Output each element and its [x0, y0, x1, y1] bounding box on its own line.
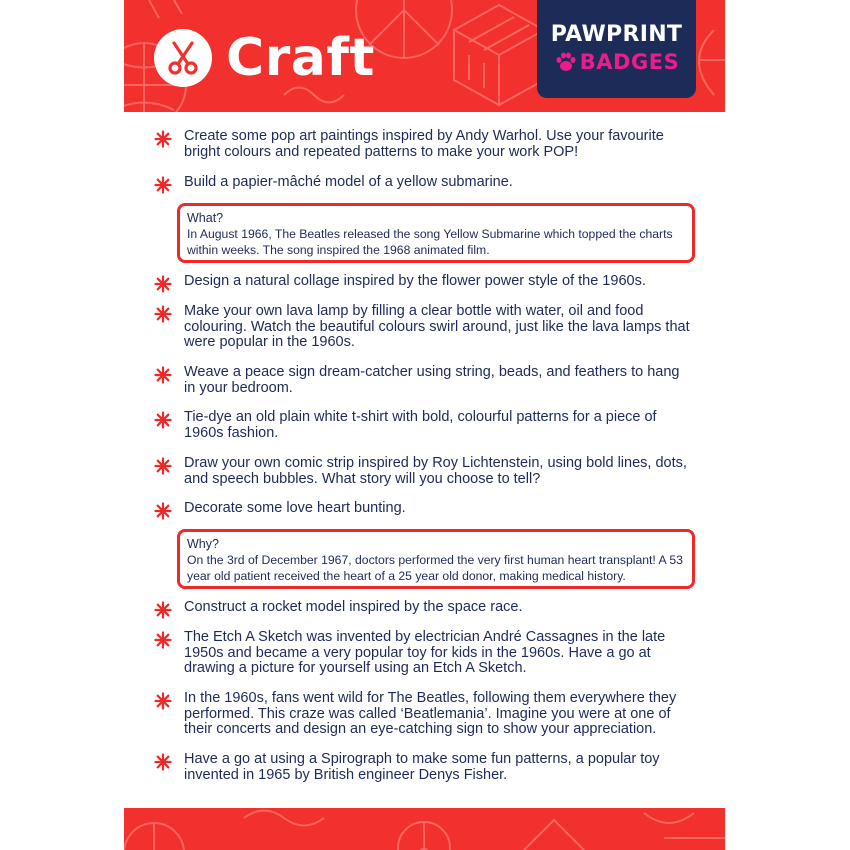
list-item: [154, 691, 694, 738]
asterisk-flower-icon: [154, 692, 172, 710]
list-item: [154, 600, 694, 619]
list-item: [154, 274, 694, 293]
asterisk-flower-icon: [154, 275, 172, 293]
list-item: [154, 304, 694, 351]
page-title: Craft: [226, 28, 375, 88]
info-callout-what: [177, 203, 695, 263]
asterisk-flower-icon: [154, 457, 172, 475]
list-item-text: Create some pop art paintings inspired by Andy Warhol. Use your favourite bright colours and repeated patterns to make your work POP!: [184, 128, 664, 160]
header-banner: [124, 0, 725, 112]
list-item-text: In the 1960s, fans went wild for The Beatles, following them everywhere they performed. This craze was called ‘Beatlemania’. Imagine you were at one of their concerts and design an eye-catching sign to show your appreciation.: [184, 690, 677, 737]
asterisk-flower-icon: [154, 753, 172, 771]
info-callout-why: [177, 529, 695, 589]
list-item-text: The Etch A Sketch was invented by electrician André Cassagnes in the late 1950s and became a very popular toy for kids in the 1960s. Have a go at drawing a picture for yourself using an Etch A Sketch.: [184, 629, 666, 676]
footer-banner: [124, 808, 725, 850]
callout-heading: Why?: [187, 537, 219, 551]
list-item-text: Decorate some love heart bunting.: [184, 500, 406, 516]
list-item: [154, 365, 694, 396]
asterisk-flower-icon: [154, 601, 172, 619]
logo-line-1: PAWPRINT: [550, 22, 683, 47]
logo-line-2: BADGES: [579, 49, 680, 74]
asterisk-flower-icon: [154, 130, 172, 148]
callout-heading: What?: [187, 211, 224, 225]
callout-body: On the 3rd of December 1967, doctors performed the very first human heart transplant! A 53 year old patient received the heart of a 25 year old donor, making medical history.: [187, 553, 683, 583]
asterisk-flower-icon: [154, 366, 172, 384]
callout-body: In August 1966, The Beatles released the song Yellow Submarine which topped the charts within weeks. The song inspired the 1968 animated film.: [187, 227, 673, 257]
footer-decoration: [124, 808, 725, 850]
asterisk-flower-icon: [154, 502, 172, 520]
scissors-icon: [154, 29, 212, 87]
asterisk-flower-icon: [154, 176, 172, 194]
paw-icon: [554, 50, 578, 74]
list-item: [154, 410, 694, 441]
pawprint-badges-logo: [537, 0, 696, 98]
list-item-text: Design a natural collage inspired by the flower power style of the 1960s.: [184, 273, 646, 289]
list-item-text: Construct a rocket model inspired by the space race.: [184, 599, 523, 615]
list-item-text: Have a go at using a Spirograph to make some fun patterns, a popular toy invented in 1965 by British engineer Denys Fisher.: [184, 751, 660, 783]
list-item: [154, 630, 694, 677]
asterisk-flower-icon: [154, 305, 172, 323]
list-item-text: Make your own lava lamp by filling a clear bottle with water, oil and food colouring. Watch the beautiful colours swirl around, just like the lava lamps that were popular in the 1960s.: [184, 303, 690, 350]
asterisk-flower-icon: [154, 411, 172, 429]
header-title-group: [154, 26, 375, 90]
asterisk-flower-icon: [154, 631, 172, 649]
list-item-text: Build a papier-mâché model of a yellow submarine.: [184, 174, 513, 190]
list-item: [154, 456, 694, 487]
list-item: [154, 175, 694, 194]
list-item: [154, 752, 694, 783]
list-item: [154, 501, 694, 520]
list-item-text: Draw your own comic strip inspired by Roy Lichtenstein, using bold lines, dots, and speech bubbles. What story will you choose to tell?: [184, 455, 687, 487]
list-item: [154, 129, 694, 160]
list-item-text: Weave a peace sign dream-catcher using string, beads, and feathers to hang in your bedroom.: [184, 364, 680, 396]
list-item-text: Tie-dye an old plain white t-shirt with bold, colourful patterns for a piece of 1960s fashion.: [184, 409, 657, 441]
activity-sheet: [124, 0, 725, 850]
logo-line-2-row: [554, 50, 679, 74]
